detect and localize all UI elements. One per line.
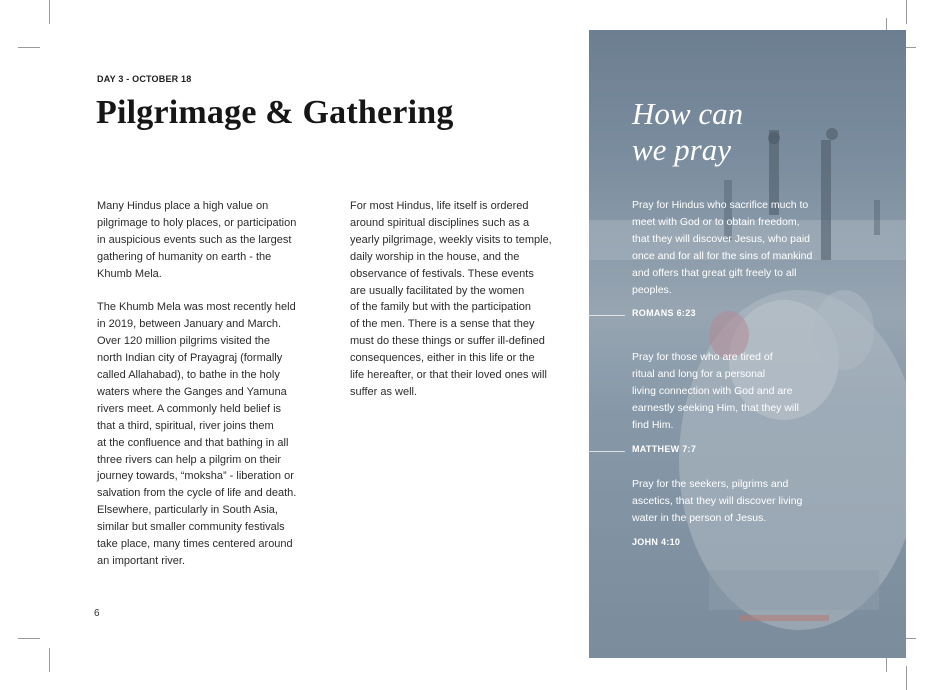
crop-mark xyxy=(18,47,40,48)
prayer-item xyxy=(632,349,837,454)
page-title: Pilgrimage & Gathering xyxy=(96,94,454,131)
verse-reference: JOHN 4:10 xyxy=(632,536,681,547)
crop-mark xyxy=(49,0,50,24)
prayer-text: Pray for the seekers, pilgrims and ascetics, that they will discover living water in the person of Jesus. xyxy=(632,478,803,524)
article-paragraph: Many Hindus place a high value on pilgrimage to holy places, or participation in auspicious events such as the largest gathering of humanity on earth - the Khumb Mela. xyxy=(97,200,297,280)
crop-mark xyxy=(906,666,907,690)
prayer-panel xyxy=(589,30,906,658)
day-label: DAY 3 - OCTOBER 18 xyxy=(97,74,192,84)
verse-reference: ROMANS 6:23 xyxy=(632,308,696,319)
crop-mark xyxy=(49,648,50,672)
crop-mark xyxy=(906,0,907,24)
crop-mark xyxy=(18,638,40,639)
article-paragraph: For most Hindus, life itself is ordered around spiritual disciplines such as a yearly pilgrimage, weekly visits to temple, daily worship in the house, and the observance of festivals. These events are usually facilitated by the women of the family but with the participation of the men. There is a sense that they must do these things or suffer ill-defined consequences, either in this life or the life hereafter, or that their loved ones will suffer as well. xyxy=(350,200,552,398)
divider xyxy=(589,451,625,452)
verse-reference: MATTHEW 7:7 xyxy=(632,443,697,454)
prayer-item xyxy=(632,197,837,318)
prayer-text: Pray for those who are tired of ritual and long for a personal living connection with God and are earnestly seeking Him, that they will find Him. xyxy=(632,351,799,431)
article-column-2 xyxy=(350,198,580,418)
prayer-title: How can we pray xyxy=(632,96,744,167)
prayer-item xyxy=(632,476,837,547)
article-paragraph: The Khumb Mela was most recently held in 2019, between January and March. Over 120 million pilgrims visited the north Indian city of Prayagraj (formally called Allahabad), to bathe in the holy waters where the Ganges and Yamuna rivers meet. A commonly held belief is that a third, spiritual, river joins them at the confluence and that bathing in all three rivers can help a pilgrim on their journey towards, “moksha” - liberation or salvation from the cycle of life and death. Elsewhere, particularly in South Asia, similar but smaller community festivals take place, many times centered around an important river. xyxy=(97,301,297,568)
prayer-text: Pray for Hindus who sacrifice much to meet with God or to obtain freedom, that they will discover Jesus, who paid once and for all for the sins of mankind and offers that great gift freely to all peoples. xyxy=(632,199,813,296)
article-column-1 xyxy=(97,198,327,587)
page-number: 6 xyxy=(94,608,100,619)
divider xyxy=(589,315,625,316)
